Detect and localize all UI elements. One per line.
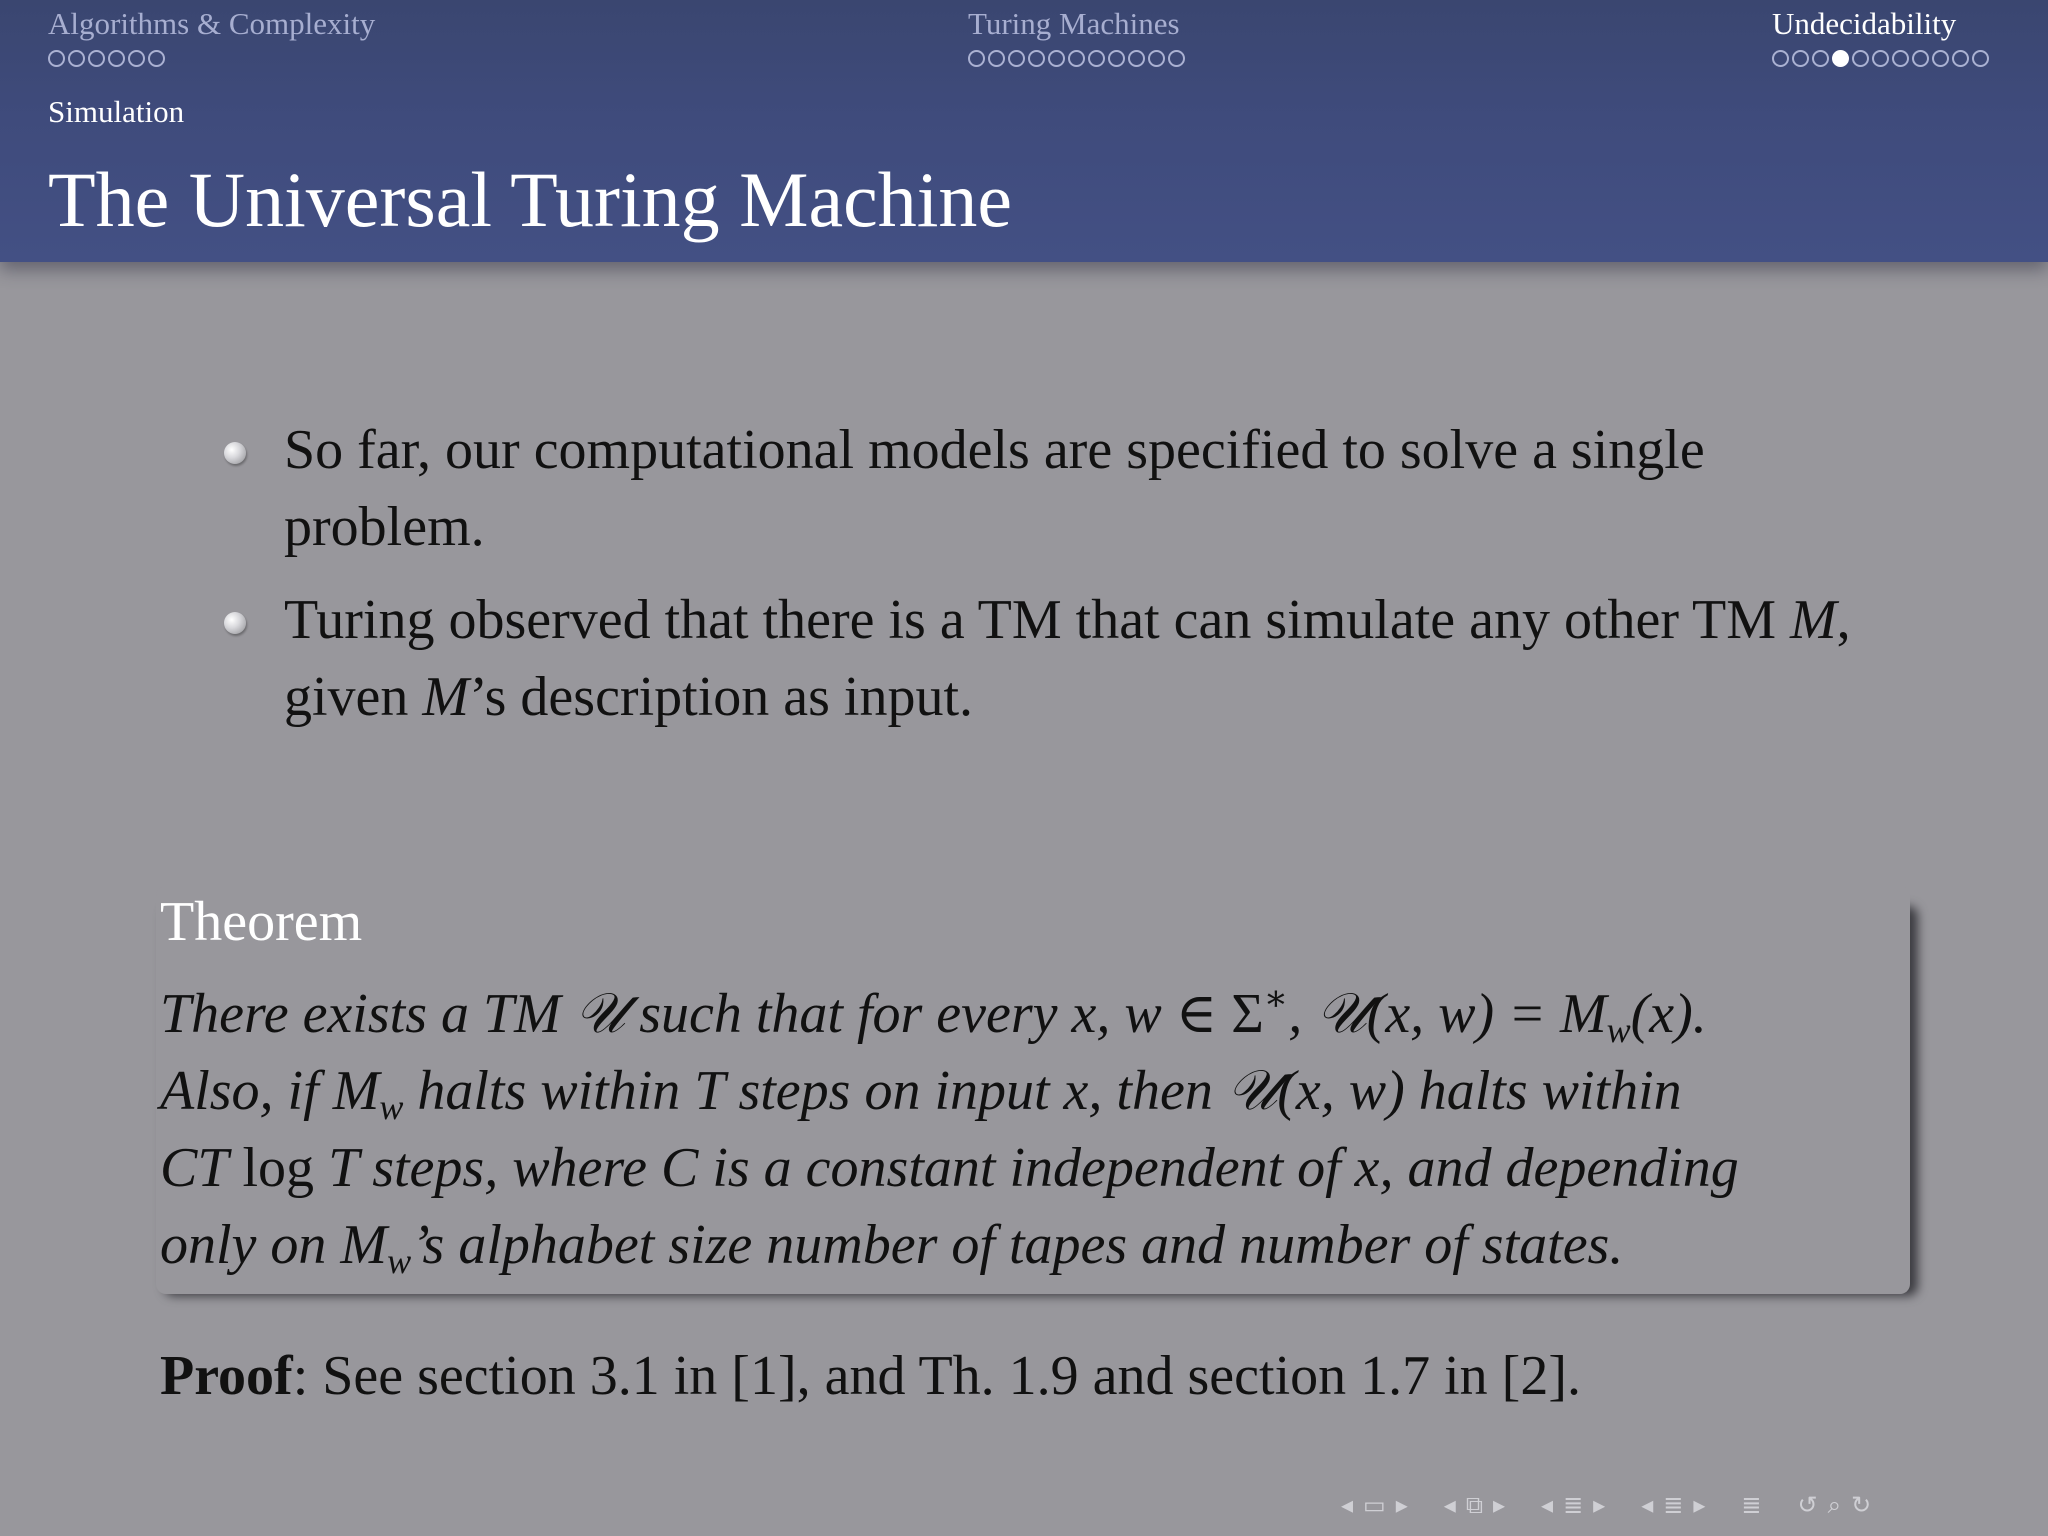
nav-dot[interactable] [988, 50, 1005, 67]
right-arrow-icon[interactable]: ▸ [1593, 1491, 1606, 1519]
subsection-title: Simulation [48, 94, 185, 129]
left-arrow-icon[interactable]: ◂ [1641, 1491, 1654, 1519]
right-arrow-icon[interactable]: ▸ [1693, 1491, 1706, 1519]
theorem-line: only on $M_w’s$ alphabet size number of tapes and number of states. [160, 1214, 1624, 1281]
nav-dot[interactable] [1008, 50, 1025, 67]
section-icon[interactable]: ≣ [1563, 1491, 1584, 1519]
nav-dots [48, 50, 375, 67]
theorem-body [160, 976, 1900, 1284]
presentation-icon[interactable]: ≣ [1663, 1491, 1684, 1519]
nav-dot[interactable] [1912, 50, 1929, 67]
list-item [222, 582, 1902, 736]
nav-dot[interactable] [1812, 50, 1829, 67]
theorem-title: Theorem [160, 891, 363, 953]
left-arrow-icon[interactable]: ◂ [1443, 1491, 1456, 1519]
proof-line [160, 1336, 1581, 1416]
right-arrow-icon[interactable]: ▸ [1395, 1491, 1408, 1519]
nav-dots [1772, 50, 1989, 67]
nav-dot[interactable] [1792, 50, 1809, 67]
bullet-icon [224, 612, 246, 634]
nav-dot[interactable] [68, 50, 85, 67]
proof-label: Proof [160, 1345, 293, 1407]
nav-dot[interactable] [108, 50, 125, 67]
page-title: The Universal Turing Machine [48, 156, 1013, 243]
nav-dot[interactable] [968, 50, 985, 67]
nav-dot[interactable] [148, 50, 165, 67]
theorem-line: Also, if $M_w$ halts within T steps on input x, then 𝒰(x, w) halts within [160, 1060, 1682, 1127]
nav-dot[interactable] [1872, 50, 1889, 67]
nav-section-undecidability[interactable] [1772, 6, 1989, 67]
nav-section-title[interactable]: Turing Machines [968, 6, 1180, 41]
nav-dot[interactable] [1972, 50, 1989, 67]
slide-header [0, 0, 2048, 262]
nav-dot[interactable] [1168, 50, 1185, 67]
nav-dot[interactable] [1048, 50, 1065, 67]
subsection-icon[interactable]: ⧉ [1465, 1491, 1483, 1519]
right-arrow-icon[interactable]: ▸ [1492, 1491, 1506, 1519]
nav-section-algorithms[interactable] [48, 6, 375, 67]
bullet-list [222, 412, 1902, 752]
theorem-line: CT log T steps, where C is a constant independent of x, and depending [160, 1137, 1739, 1199]
nav-dot[interactable] [1148, 50, 1165, 67]
appendix-icon[interactable]: ≣ [1741, 1491, 1762, 1519]
nav-dot[interactable] [1952, 50, 1969, 67]
nav-dot[interactable] [1772, 50, 1789, 67]
back-icon[interactable]: ↺ [1797, 1491, 1818, 1519]
beamer-nav-controls [1336, 1488, 1876, 1522]
nav-section-title[interactable]: Algorithms & Complexity [48, 6, 376, 41]
nav-section-title[interactable]: Undecidability [1772, 6, 1957, 41]
bullet-text: So far, our computational models are specified to solve a single problem. [284, 419, 1705, 558]
nav-dot[interactable] [48, 50, 65, 67]
nav-dot[interactable] [128, 50, 145, 67]
nav-dot[interactable] [1108, 50, 1125, 67]
search-icon[interactable]: ⌕ [1827, 1491, 1842, 1519]
nav-dot[interactable] [1932, 50, 1949, 67]
proof-text: : See section 3.1 in [1], and Th. 1.9 and section 1.7 in [2]. [292, 1345, 1581, 1407]
nav-dot[interactable] [1128, 50, 1145, 67]
nav-dot[interactable] [88, 50, 105, 67]
bullet-icon [224, 442, 246, 464]
nav-dot[interactable] [1852, 50, 1869, 67]
forward-icon[interactable]: ↻ [1851, 1491, 1872, 1519]
theorem-line: There exists a TM 𝒰 such that for every x, w ∈ Σ∗, 𝒰(x, $w) = M_w(x)$. [160, 978, 1707, 1050]
frame-icon[interactable]: ▭ [1363, 1491, 1386, 1519]
nav-dot-current[interactable] [1832, 50, 1849, 67]
nav-dot[interactable] [1068, 50, 1085, 67]
nav-dot[interactable] [1028, 50, 1045, 67]
left-arrow-icon[interactable]: ◂ [1541, 1491, 1554, 1519]
nav-dots [968, 50, 1185, 67]
left-arrow-icon[interactable]: ◂ [1341, 1491, 1354, 1519]
nav-dot[interactable] [1892, 50, 1909, 67]
list-item [222, 412, 1902, 566]
bullet-text: Turing observed that there is a TM that can simulate any other TM M, given M’s description as input. [284, 589, 1851, 728]
nav-dot[interactable] [1088, 50, 1105, 67]
nav-section-turing-machines[interactable] [968, 6, 1185, 67]
